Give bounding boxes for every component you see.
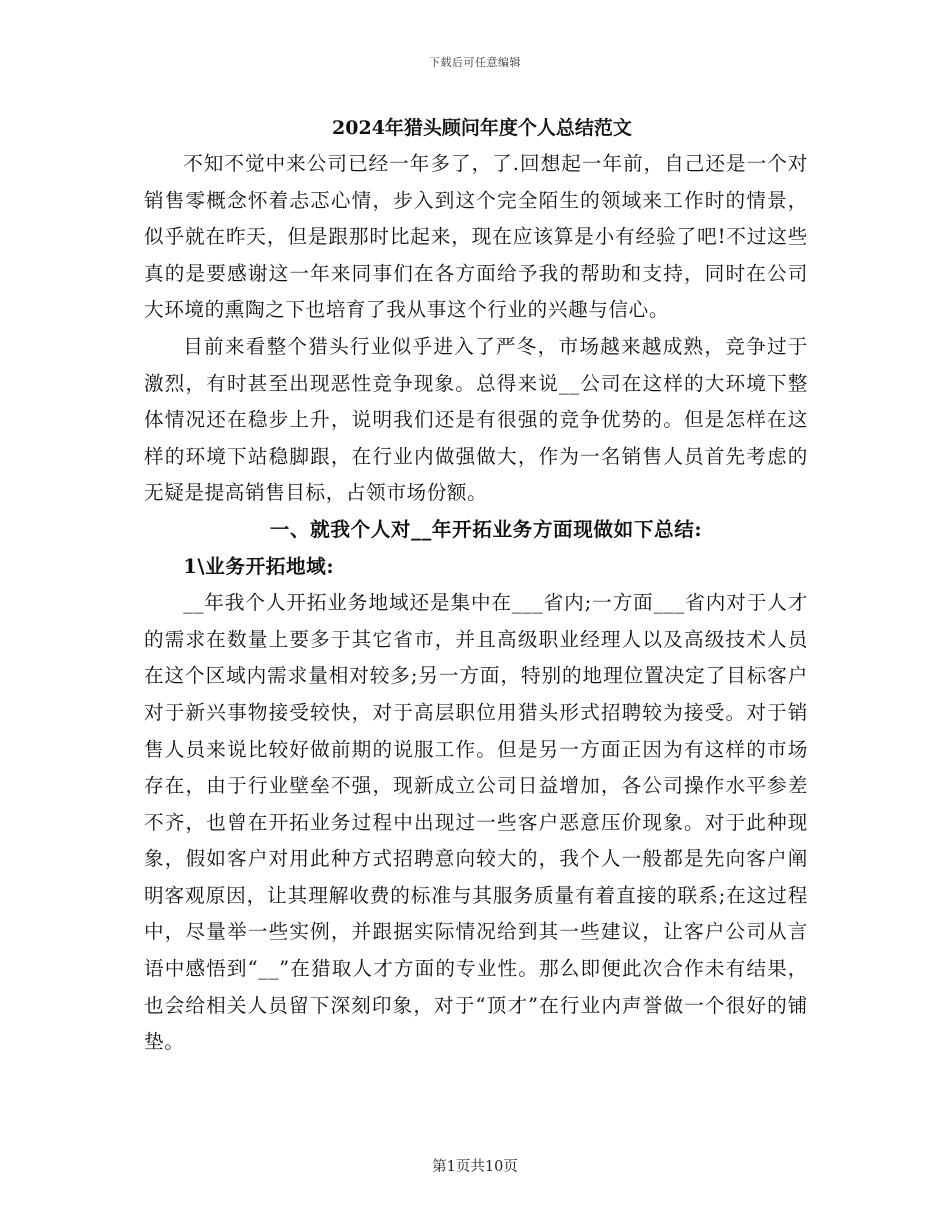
document-title: 2024年猎头顾问年度个人总结范文 bbox=[332, 117, 632, 139]
sub-heading: 1\业务开拓地域: bbox=[183, 554, 335, 578]
section-heading: 一、就我个人对__年开拓业务方面现做如下总结: bbox=[269, 517, 703, 541]
market-paragraph: 目前来看整个猎头行业似乎进入了严冬，市场越来越成熟，竞争过于激烈，有时甚至出现恶性竞争现象。总得来说__公司在这样的大环境下整体情况还在稳步上升，说明我们还是有很强的竞争优势的。但是怎样在这样的环境下站稳脚跟，在行业内做强做大，作为一名销售人员首先考虑的无疑是提高销售目标，占领市场份额。 bbox=[144, 334, 808, 505]
document-body bbox=[144, 110, 808, 1061]
page-footer: 第1页共10页 bbox=[432, 1159, 518, 1175]
intro-paragraph: 不知不觉中来公司已经一年多了，了.回想起一年前，自己还是一个对销售零概念怀着忐忑心情，步入到这个完全陌生的领域来工作时的情景，似乎就在昨天，但是跟那时比起来，现在应该算是小有经验了吧!不过这些真的是要感谢这一年来同事们在各方面给予我的帮助和支持，同时在公司大环境的熏陶之下也培育了我从事这个行业的兴趣与信心。 bbox=[144, 152, 808, 322]
page-header: 下载后可任意编辑 bbox=[429, 56, 521, 69]
body-paragraph: __年我个人开拓业务地域还是集中在___省内;一方面___省内对于人才的需求在数量上要多于其它省市，并且高级职业经理人以及高级技术人员在这个区域内需求量相对较多;另一方面，特别的地理位置决定了目标客户对于新兴事物接受较快，对于高层职位用猎头形式招聘较为接受。对于销售人员来说比较好做前期的说服工作。但是另一方面正因为有这样的市场存在，由于行业壁垒不强，现新成立公司日益增加，各公司操作水平参差不齐，也曾在开拓业务过程中出现过一些客户恶意压价现象。对于此种现象，假如客户对用此种方式招聘意向较大的，我个人一般都是先向客户阐明客观原因，让其理解收费的标准与其服务质量有着直接的联系;在这过程中，尽量举一些实例，并跟据实际情况给到其一些建议，让客户公司从言语中感悟到“__”在猎取人才方面的专业性。那么即便此次合作未有结果，也会给相关人员留下深刻印象，对于“顶才”在行业内声誉做一个很好的铺垫。 bbox=[144, 591, 808, 1054]
